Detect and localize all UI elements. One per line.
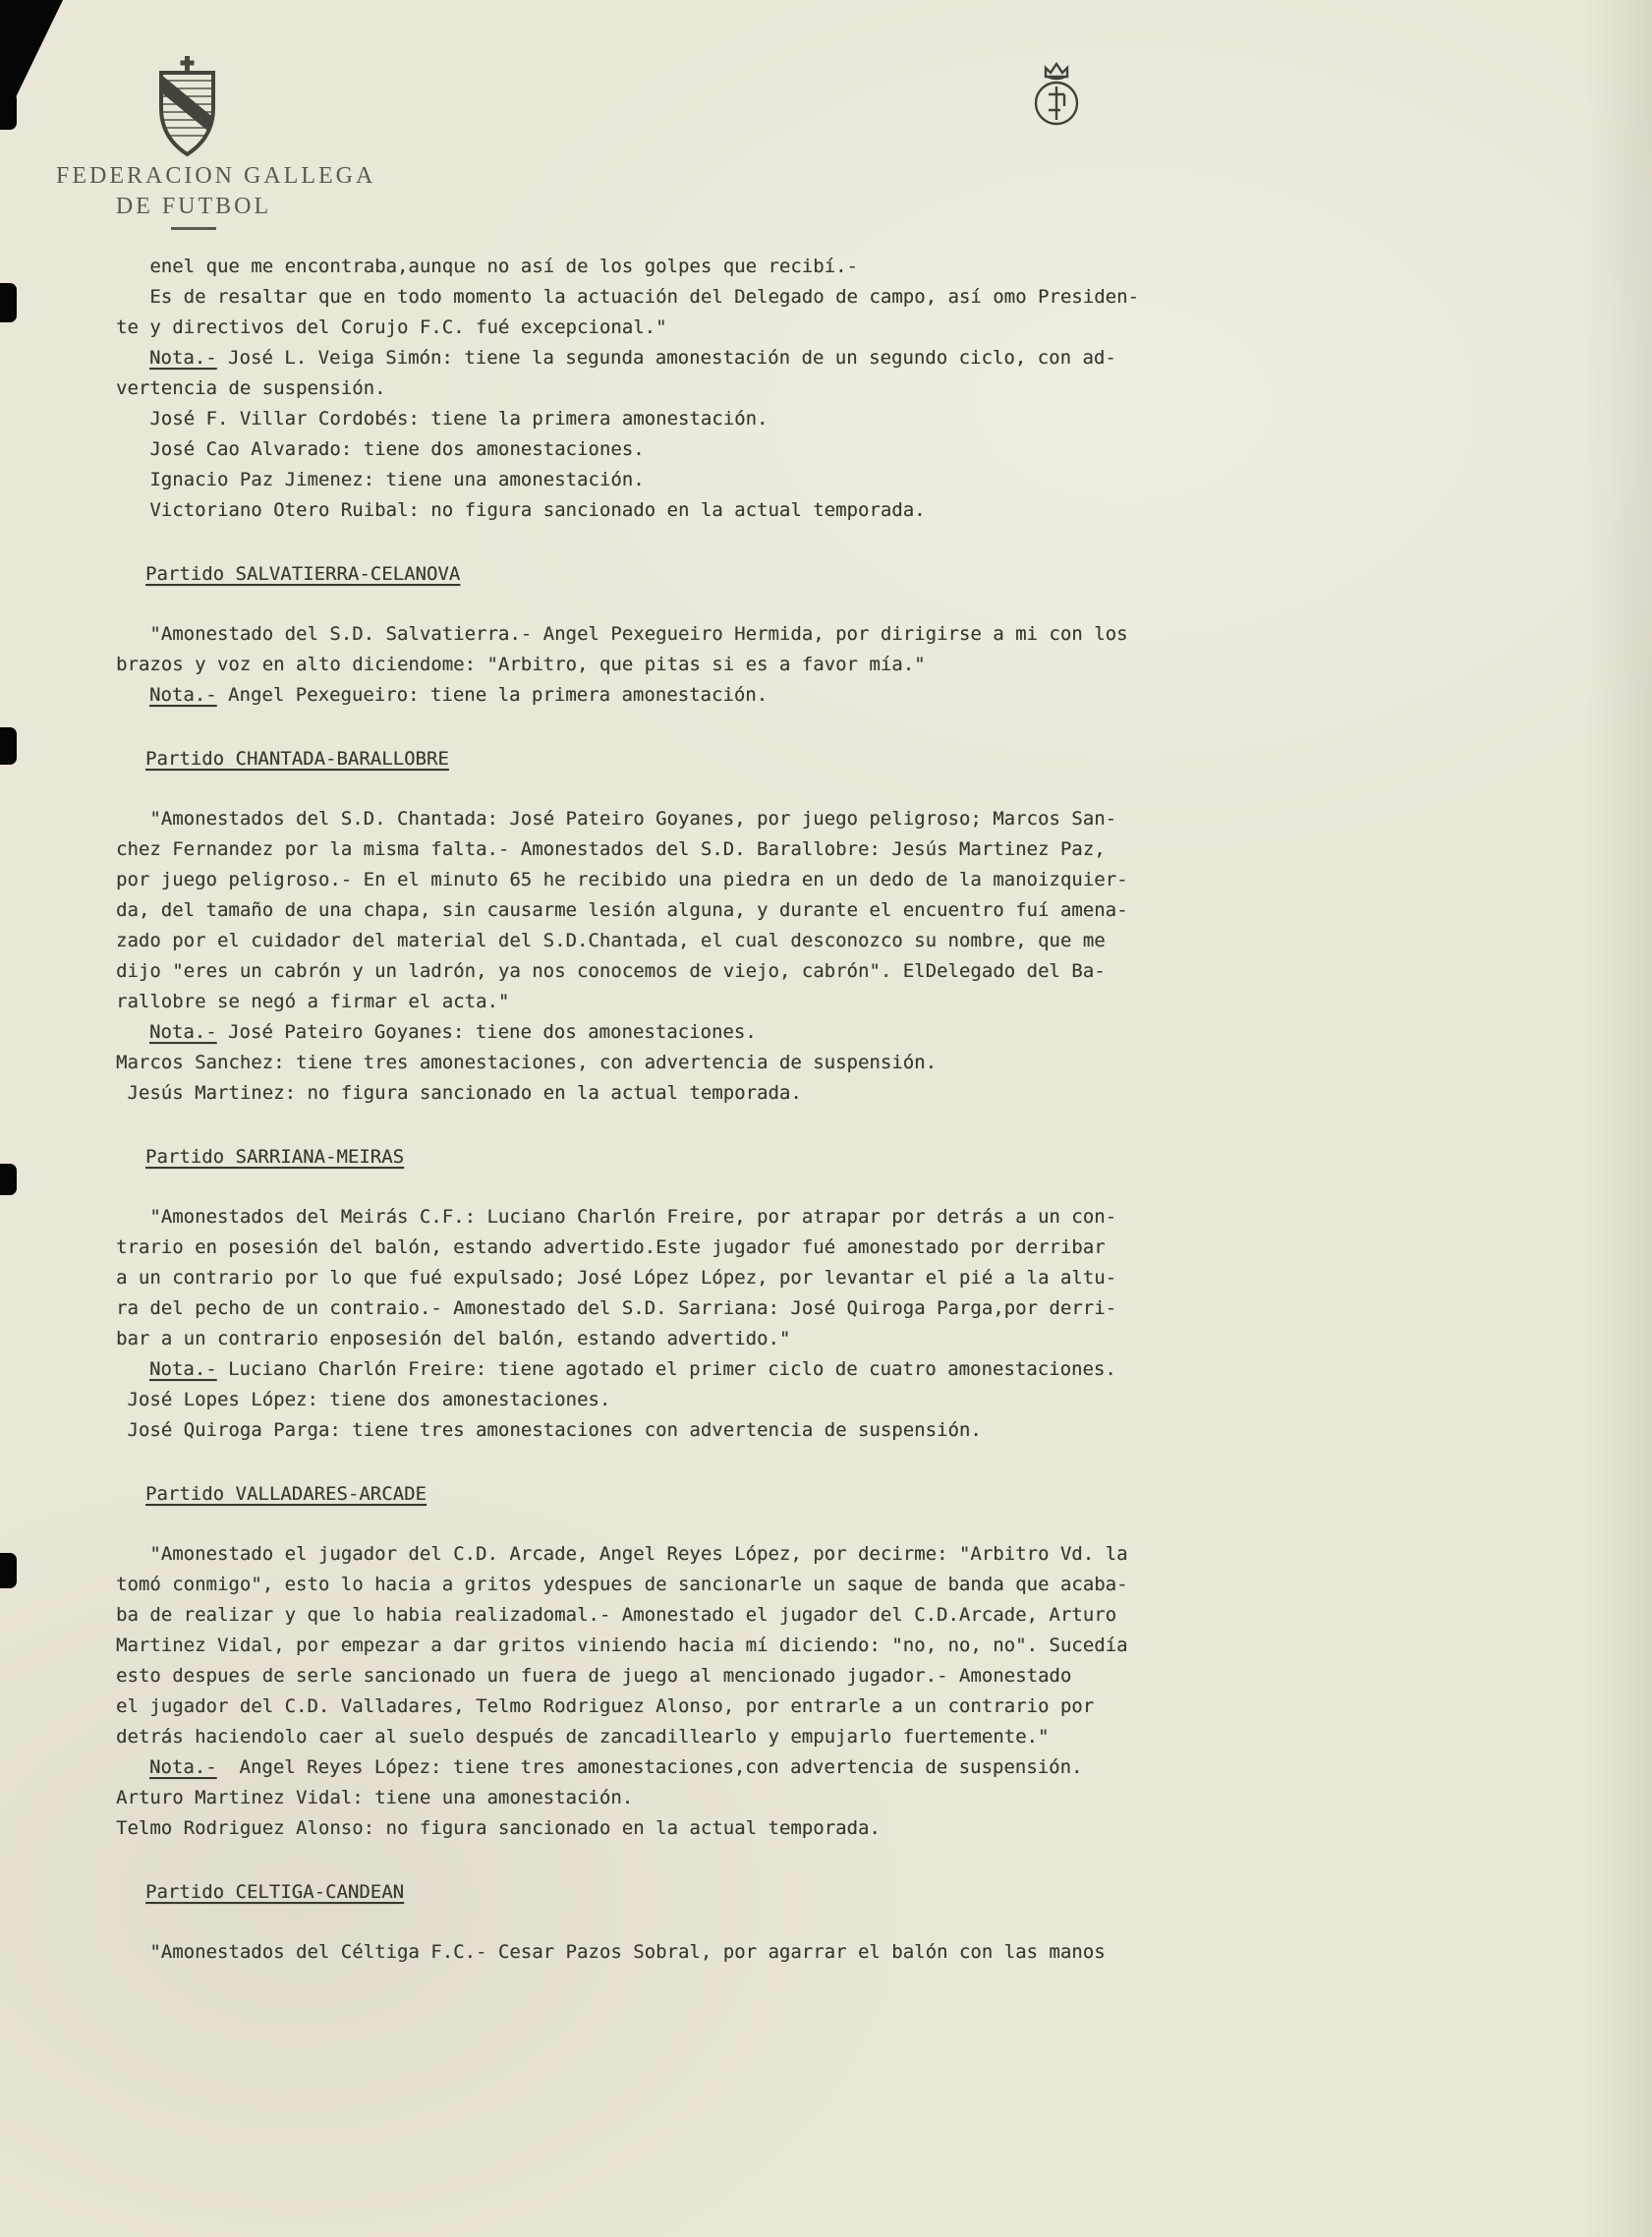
letterhead-underline [171,227,216,230]
intro-nota-line [116,343,1295,373]
document-body [116,252,1295,1968]
nota-text: Angel Reyes López: tiene tres amonestaciones,con advertencia de suspensión. [216,1756,1083,1778]
text-line: "Amonestado el jugador del C.D. Arcade, Angel Reyes López, por decirme: "Arbitro Vd. la [116,1543,1128,1565]
text-line: a un contrario por lo que fué expulsado; José López López, por levantar el pié a la altu- [116,1267,1117,1289]
section-partido-salvatierra-celanova [116,559,1295,711]
nota-line [116,680,1295,711]
text-line: ba de realizar y que lo habia realizadomal.- Amonestado el jugador del C.D.Arcade, Arturo [116,1604,1117,1626]
intro-notes [116,404,1295,526]
nota-label: Nota.- [149,347,217,369]
section-heading: Partido CHANTADA-BARALLOBRE [145,748,449,770]
section-partido-celtiga-candean [116,1877,1295,1968]
section-body [116,1937,1295,1968]
text-line: bar a un contrario enposesión del balón, estando advertido." [116,1328,791,1349]
text-line: trario en posesión del balón, estando advertido.Este jugador fué amonestado por derribar [116,1236,1106,1258]
text-line: Marcos Sanchez: tiene tres amonestaciones, con advertencia de suspensión. [116,1052,938,1073]
text-line: tomó conmigo", esto lo hacia a gritos ydespues de sancionarle un saque de banda que acaba- [116,1574,1128,1595]
federation-shield-icon [145,55,229,158]
text-line: Victoriano Otero Ruibal: no figura sancionado en la actual temporada. [116,499,926,521]
text-line: por juego peligroso.- En el minuto 65 he recibido una piedra en un dedo de la manoizquier- [116,869,1128,890]
text-line: José F. Villar Cordobés: tiene la primera amonestación. [116,408,769,430]
text-line: Jesús Martinez: no figura sancionado en la actual temporada. [116,1082,802,1104]
text-line: zado por el cuidador del material del S.D.Chantada, el cual desconozco su nombre, que me [116,930,1106,951]
text-line: "Amonestados del S.D. Chantada: José Pateiro Goyanes, por juego peligroso; Marcos San- [116,808,1117,830]
text-line: dijo "eres un cabrón y un ladrón, ya nos conocemos de viejo, cabrón". ElDelegado del Ba- [116,960,1106,982]
text-line: José Lopes López: tiene dos amonestaciones. [116,1389,611,1410]
section-notes [116,1385,1295,1446]
text-line: Telmo Rodriguez Alonso: no figura sancionado en la actual temporada. [116,1817,881,1839]
text-line: rallobre se negó a firmar el acta." [116,991,510,1012]
scan-artifact-edge-mark [0,727,17,765]
org-name-block [56,163,376,230]
section-heading: Partido VALLADARES-ARCADE [145,1483,427,1505]
text-line: detrás haciendolo caer al suelo después de zancadillearlo y empujarlo fuertemente." [116,1726,1050,1748]
nota-line [116,1354,1295,1385]
section-heading: Partido CELTIGA-CANDEAN [145,1881,405,1903]
text-line: esto despues de serle sancionado un fuera de juego al mencionado jugador.- Amonestado [116,1665,1072,1687]
nota-label: Nota.- [149,684,217,706]
scan-artifact-edge-mark [0,1164,17,1195]
nota-text: Luciano Charlón Freire: tiene agotado el primer ciclo de cuatro amonestaciones. [216,1358,1116,1380]
intro-nota-continuation: vertencia de suspensión. [116,377,386,399]
nota-line [116,1752,1295,1783]
text-line: "Amonestados del Meirás C.F.: Luciano Charlón Freire, por atrapar por detrás a un con- [116,1206,1117,1228]
text-line: Arturo Martinez Vidal: tiene una amonestación. [116,1787,634,1808]
section-notes [116,1783,1295,1844]
nota-text: Angel Pexegueiro: tiene la primera amonestación. [216,684,769,706]
text-line: te y directivos del Corujo F.C. fué excepcional." [116,316,667,338]
text-line: Ignacio Paz Jimenez: tiene una amonestación. [116,469,645,490]
section-body [116,1202,1295,1354]
text-line: Martinez Vidal, por empezar a dar gritos viniendo hacia mí diciendo: "no, no, no". Sucedía [116,1635,1128,1656]
nota-text: José L. Veiga Simón: tiene la segunda amonestación de un segundo ciclo, con ad- [216,347,1116,369]
text-line: "Amonestado del S.D. Salvatierra.- Angel Pexegueiro Hermida, por dirigirse a mi con los [116,623,1128,645]
section-heading: Partido SARRIANA-MEIRAS [145,1146,405,1168]
org-name: FEDERACION GALLEGA [56,163,376,189]
section-partido-sarriana-meiras [116,1142,1295,1446]
section-partido-valladares-arcade [116,1479,1295,1844]
nota-label: Nota.- [149,1358,217,1380]
section-notes [116,1048,1295,1109]
section-body [116,804,1295,1017]
section-body [116,1539,1295,1752]
section-body [116,619,1295,680]
nota-label: Nota.- [149,1021,217,1043]
nota-label: Nota.- [149,1756,217,1778]
text-line: enel que me encontraba,aunque no así de los golpes que recibí.- [116,256,858,277]
intro-paragraph [116,252,1295,343]
section-heading: Partido SALVATIERRA-CELANOVA [145,563,461,585]
text-line: "Amonestados del Céltiga F.C.- Cesar Pazos Sobral, por agarrar el balón con las manos [116,1941,1106,1963]
text-line: Es de resaltar que en todo momento la actuación del Delegado de campo, así omo Presiden- [116,286,1139,308]
text-line: chez Fernandez por la misma falta.- Amonestados del S.D. Barallobre: Jesús Martinez Paz, [116,838,1106,860]
royal-crown-icon [1027,59,1086,132]
text-line: ra del pecho de un contraio.- Amonestado del S.D. Sarriana: José Quiroga Parga,por derri- [116,1297,1117,1319]
nota-line [116,1017,1295,1048]
text-line: José Cao Alvarado: tiene dos amonestaciones. [116,438,645,460]
text-line: el jugador del C.D. Valladares, Telmo Rodriguez Alonso, por entrarle a un contrario por [116,1695,1095,1717]
scan-artifact-edge-mark [0,92,17,130]
nota-text: José Pateiro Goyanes: tiene dos amonestaciones. [216,1021,757,1043]
scan-artifact-edge-mark [0,283,17,322]
text-line: José Quiroga Parga: tiene tres amonestaciones con advertencia de suspensión. [116,1419,982,1441]
text-line: da, del tamaño de una chapa, sin causarme lesión alguna, y durante el encuentro fuí amena- [116,899,1128,921]
org-subname: DE FUTBOL [115,194,272,219]
section-partido-chantada-barallobre [116,744,1295,1109]
text-line: brazos y voz en alto diciendome: "Arbitro, que pitas si es a favor mía." [116,654,926,675]
scan-artifact-edge-mark [0,1553,17,1588]
